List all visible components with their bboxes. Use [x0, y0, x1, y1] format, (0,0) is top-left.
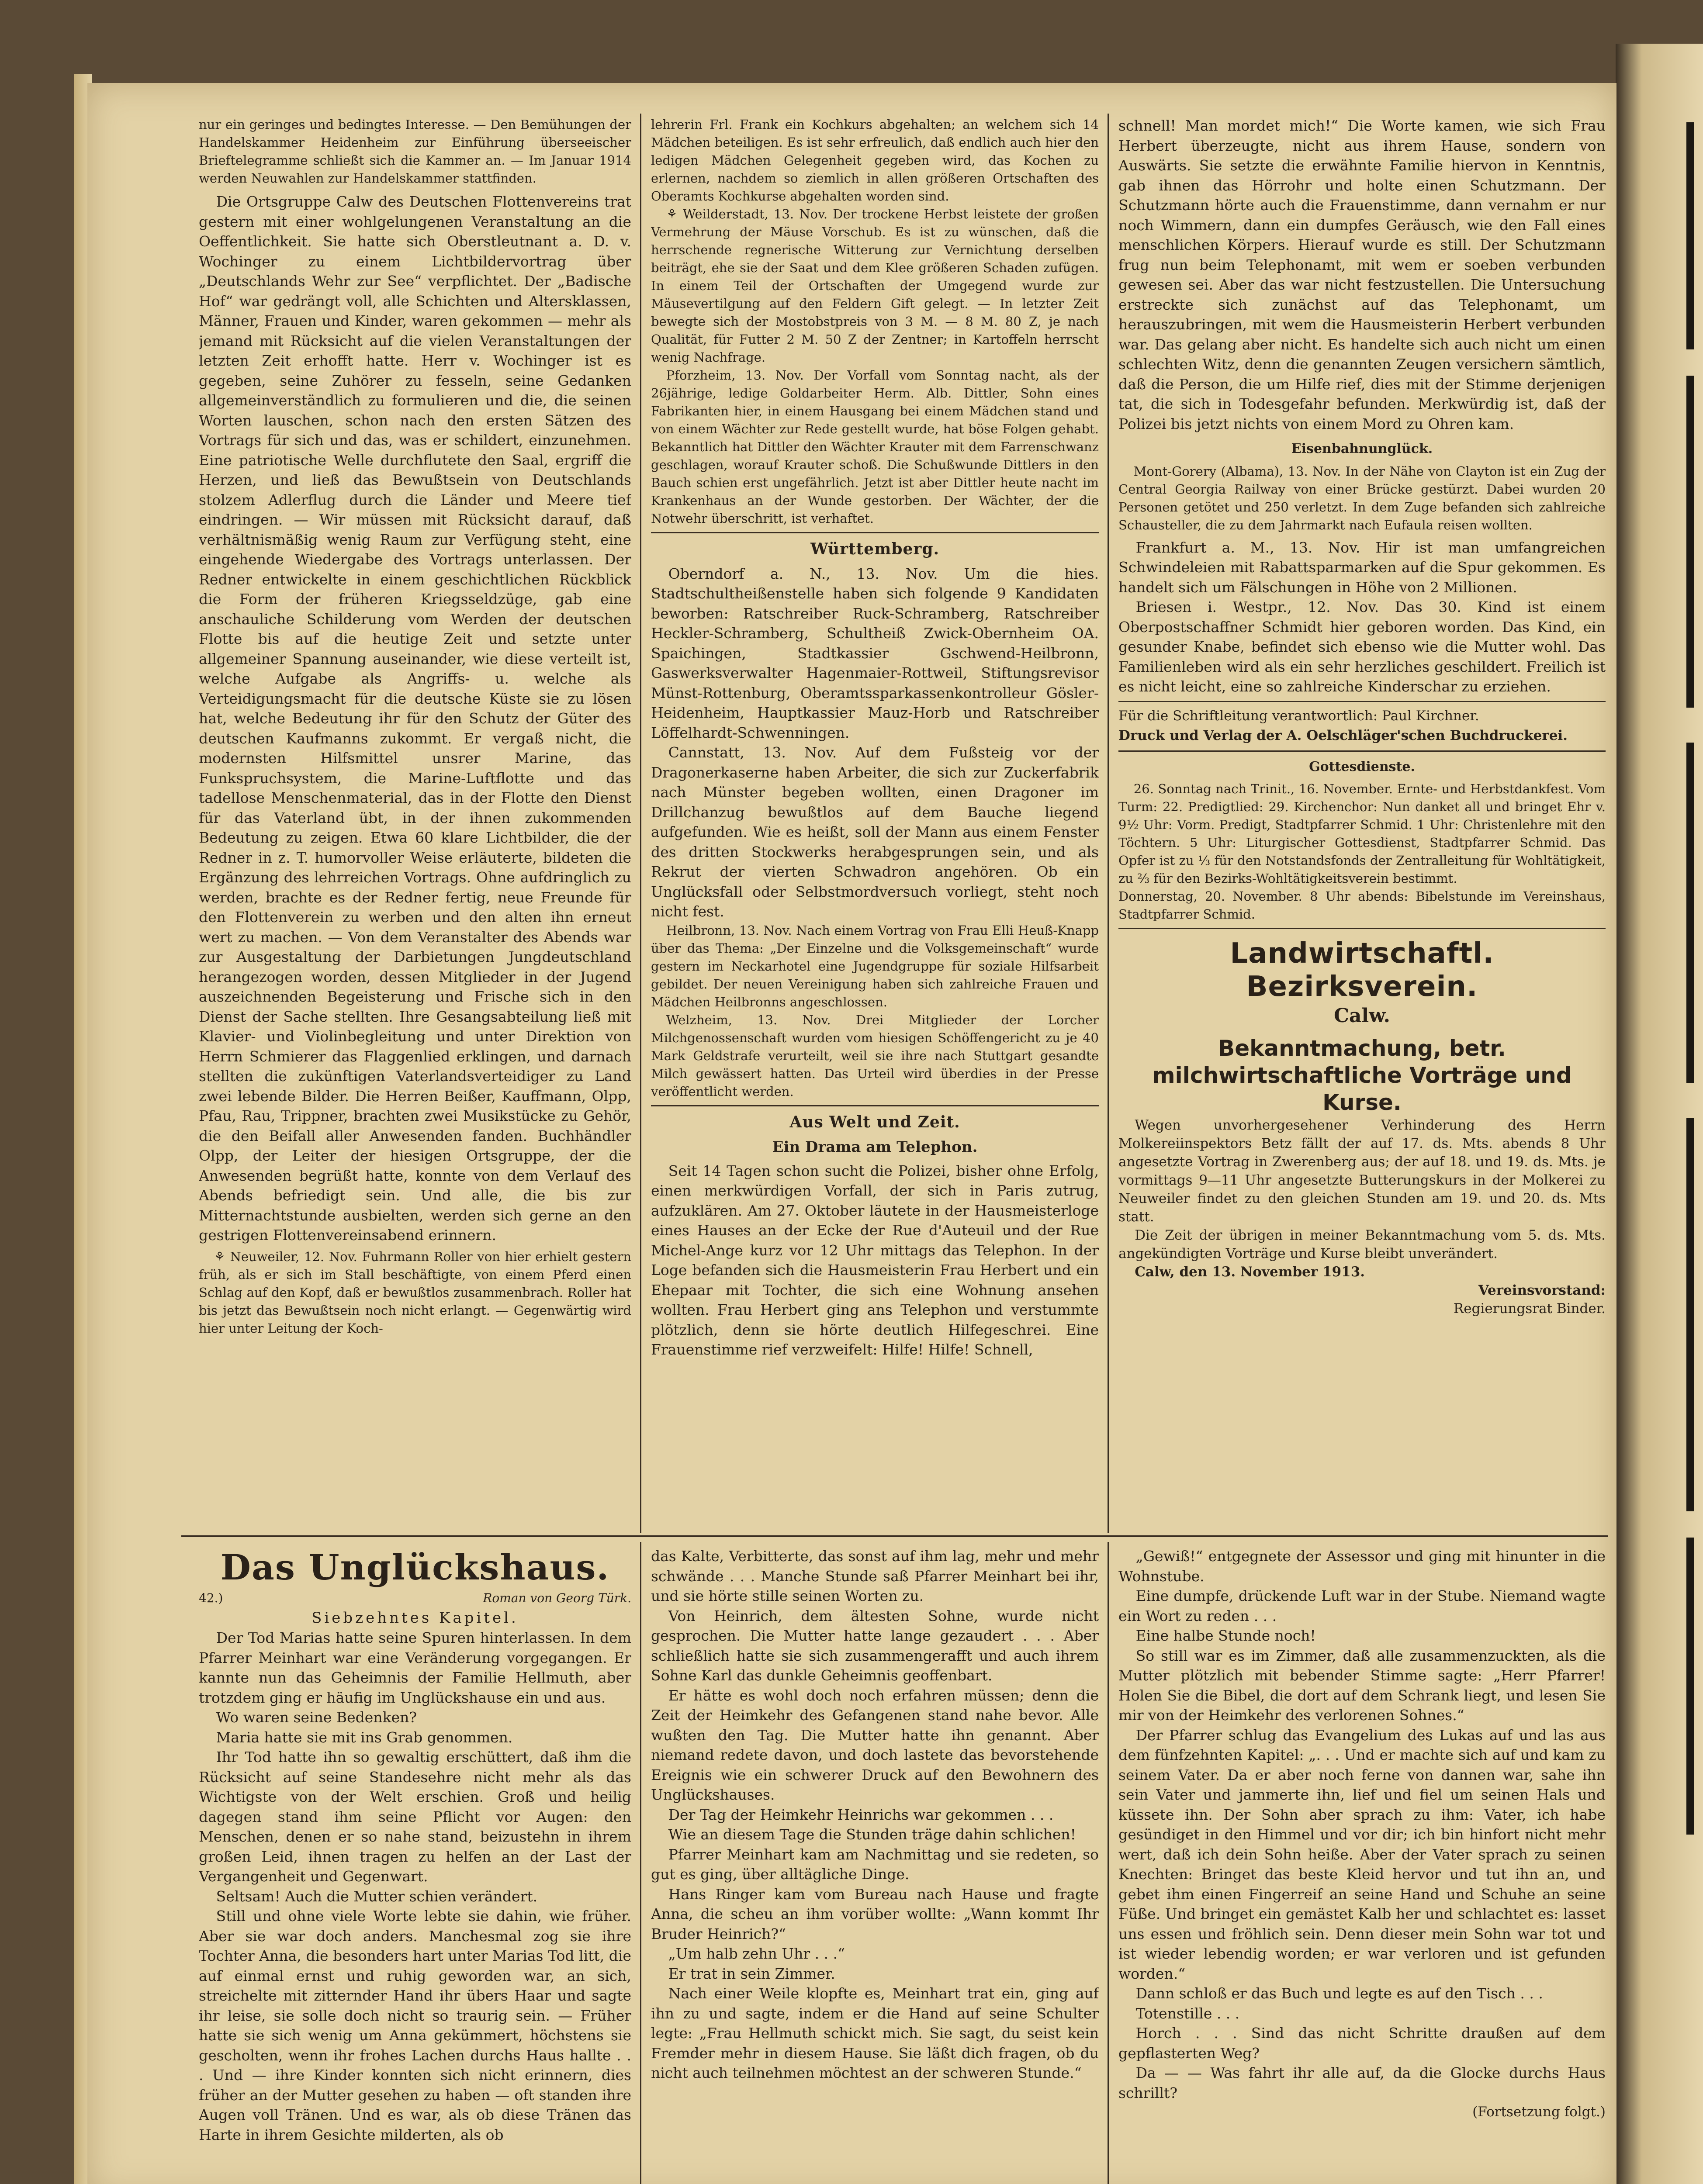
section-heading-aus-welt: Aus Welt und Zeit.: [789, 1113, 960, 1131]
article-kochkurs: lehrerin Frl. Frank ein Kochkurs abgehalten; an welchem sich 14 Mädchen beteiligen. Es ist sehr erfreulich, daß endlich auch hier den ledigen Mädchen Gelegenheit gegeben wird, das Kochen zu erlernen, nachdem so ziemlich in allen größeren Ortschaften des Oberamts Kochkurse abgehalten worden sind.: [651, 117, 1099, 204]
novel-paragraph: Von Heinrich, dem ältesten Sohne, wurde nicht gesprochen. Die Mutter hatte lange gezaudert . . . Aber schließlich hatte sie sich zusammengerafft und auch ihrem Sohne Karl das dunkle Geheimnis geoffenbart.: [651, 1607, 1099, 1684]
article-mont-gorery: Mont-Gorery (Albama), 13. Nov. In der Nähe von Clayton ist ein Zug der Central Georgia Railway von einer Brücke gestürzt. Dabei wurden 20 Personen getötet und 250 verletzt. In dem Zuge befanden sich zahlreiche Schausteller, die zu dem Jahrmarkt nach Eufaula reisen wollten.: [1118, 463, 1606, 532]
novel-paragraph: Eine dumpfe, drückende Luft war in der Stube. Niemand wagte ein Wort zu reden . . .: [1118, 1587, 1606, 1624]
ad-title: Landwirtschaftl. Bezirksverein.: [1230, 937, 1494, 1003]
novel-paragraph: Dann schloß er das Buch und legte es auf den Tisch . . .: [1135, 1985, 1543, 2002]
article-briesen: Briesen i. Westpr., 12. Nov. Das 30. Kind ist einem Oberpostschaffner Schmidt hier geboren worden. Das Kind, ein gesunder Knabe, befindet sich ebenso wie die Mutter wohl. Das Familienleben wird als ein sehr herzliches geschildert. Freilich ist es nicht leicht, eine so zahlreiche Kinderschar zu erziehen.: [1118, 598, 1606, 695]
bottom-column-1: [199, 1546, 631, 2184]
sliver-bar: [1686, 376, 1694, 708]
article-frankfurt: Frankfurt a. M., 13. Nov. Hir ist man umfangreichen Schwindeleien mit Rabattsparmarken auf die Spur gekommen. Es handelt sich um Fälschungen in Höhe von 2 Millionen.: [1118, 539, 1606, 596]
article-heading-drama: Ein Drama am Telephon.: [772, 1138, 978, 1156]
novel-paragraph: Er trat in sein Zimmer.: [668, 1965, 835, 1982]
novel-byline: Roman von Georg Türk.: [483, 1591, 631, 1605]
rule: [1118, 701, 1606, 702]
ad-body-1: Wegen unvorhergesehener Verhinderung des Herrn Molkereiinspektors Betz fällt der auf 17. ds. Mts. abends 8 Uhr angesetzte Vortrag in Zwerenberg aus; der auf 18. und 19. ds. Mts. je vormittags 9—11 Uhr angesetzte Butterungskurs in der Molkerei zu Neuweiler findet zu den gleichen Stunden am 19. und 20. ds. Mts statt.: [1118, 1117, 1606, 1225]
installment-number: 42.): [199, 1591, 223, 1605]
article-pforzheim: Pforzheim, 13. Nov. Der Vorfall vom Sonntag nacht, als der 26jährige, ledige Goldarbeiter Herm. Alb. Dittler, Sohn eines Fabrikanten hier, in einem Hausgang bei einem Mädchen stand und von einem Wächter zur Rede gestellt wurde, hat böse Folgen gehabt. Bekanntlich hat Dittler den Wächter Krauter mit dem Farrenschwanz geschlagen, worauf Krauter schoß. Die Schußwunde Dittlers in den Bauch schien erst ungefährlich. Jetzt ist aber Dittler heute nacht im Krankenhaus an der Wunde gestorben. Der Wächter, der die Notwehr überschritt, ist verhaftet.: [651, 368, 1099, 526]
bottom-column-3: [1118, 1546, 1606, 2184]
column-rule: [640, 1542, 641, 2184]
rule: [651, 1105, 1099, 1106]
column-rule: [1108, 1542, 1109, 2184]
article-drama-continued: schnell! Man mordet mich!“ Die Worte kamen, wie sich Frau Herbert überzeugte, nicht aus ihrem Hause, sondern von Auswärts. Sie setzte die erwähnte Familie hiervon in Kenntnis, gab ihnen das Hörrohr und holte einen Schutzmann. Der Schutzmann hörte auch die Frauenstimme, dann vernahm er nur noch Wimmern, dann ein dumpfes Geräusch, wie den Fall eines menschlichen Körpers. Hierauf wurde es still. Der Schutzmann frug nun beim Telephonamt, mit wem er soeben verbunden gewesen sei. Aber das war nicht festzustellen. Die Untersuchung erstreckte sich zunächst auf das Telephonamt, um herauszubringen, mit wem die Hausmeisterin Herbert verbunden war. Das gelang aber nicht. Es handelte sich auch nicht um einen schlechten Witz, denn die genannten Zeugen versichern sämtlich, daß die Person, die um Hilfe rief, dies mit der Stimme derjenigen tat, die sich in Todesgefahr befunden. Merkwürdig ist, daß der Polizei bis jetzt nichts von einem Mord zu Ohren kam.: [1118, 117, 1606, 432]
imprint-publisher: Druck und Verlag der A. Oelschläger'schen Buchdruckerei.: [1118, 728, 1568, 743]
novel-paragraph: „Um halb zehn Uhr . . .“: [668, 1945, 845, 1962]
chapter-heading: Siebzehntes Kapitel.: [312, 1609, 519, 1627]
top-column-1: [199, 116, 631, 1527]
newspaper-page: [87, 83, 1616, 2184]
imprint-editor: Für die Schriftleitung verantwortlich: Paul Kirchner.: [1118, 708, 1479, 724]
page-edge-right: [1616, 44, 1703, 2184]
article-flottenverein: Die Ortsgruppe Calw des Deutschen Flottenvereins trat gestern mit einer wohlgelungenen Veranstaltung an die Oeffentlichkeit. Sie hatte sich Oberstleutnant a. D. v. Wochinger zu einem Lichtbildervortrag über „Deutschlands Wehr zur See“ verpflichtet. Der „Badische Hof“ war gedrängt voll, alle Schichten und Altersklassen, Männer, Frauen und Kinder, waren gekommen — mehr als jemand mit Rücksicht auf die vielen Veranstaltungen der letzten Zeit erhofft hatte. Herr v. Wochinger ist es gegeben, seine Zuhörer zu fesseln, seine Gedanken allgemeinverständlich zu formulieren und die, die seinen Worten lauschen, schon nach den ersten Sätzen des Vortrags für sich und das, was er schildert, einzunehmen. Eine patriotische Welle durchflutete den Saal, ergriff die Herzen, und ließ das Bewußtsein von Deutschlands stolzem Adlerflug durch die Länder und Meere tief eindringen. — Wir müssen mit Rücksicht darauf, daß verhältnismäßig wenig Raum zur Verfügung steht, eine eingehende Wiedergabe des Vortrags unterlassen. Der Redner entwickelte in einem geschichtlichen Rückblick die Form der früheren Kriegsseldzüge, gab eine anschauliche Schilderung vom Werden der deutschen Flotte bis auf die heutige Zeit und setzte unter allgemeiner Spannung auseinander, wie diese verteilt ist, welche Aufgabe als Angriffs- u. welche als Verteidigungsmacht für die deutsche Küste sie zu lösen hat, welche Bedeutung ihr für den Schutz der Güter des deutschen Kaufmanns zukommt. Er vergaß nicht, die modernsten Hilfsmittel unsrer Marine, das Funkspruchsystem, die Marine-Luftflotte und das tadellose Menschenmaterial, das in der Flotte den Dienst für das Vaterland übt, in der ihnen zukommenden Bedeutung zu zeigen. Etwa 60 klare Lichtbilder, die der Redner in z. T. humorvoller Weise erläuterte, bildeten die Ergänzung des lehrreichen Vortrags. Ohne aufdringlich zu werden, brachte es der Redner fertig, neue Freunde für den Flottenverein zu werben und den alten ihn erneut wert zu machen. — Von dem Veranstalter des Abends war zur Ausgestaltung der Darbietungen Jungdeutschland herangezogen worden, dessen Mitglieder in der Jugend auszeichnenden Begeisterung und Frische sich in den Dienst der Sache stellten. Ihre Gesangsabteilung ließ mit Klavier- und Violinbegleitung und unter Direktion von Herrn Schmierer das Flaggenlied erklingen, und darnach stellten die zukünftigen Vaterlandsverteidiger zu Land zwei lebende Bilder. Die Herren Beißer, Kauffmann, Olpp, Pfau, Rau, Trippner, brachten zwei Musikstücke zu Gehör, die den Beifall aller Anwesenden fanden. Buchhändler Olpp, der Leiter der hiesigen Ortsgruppe, der die Anwesenden begrüßt hatte, konnte von dem Verlauf des Abends befriedigt sein. Und alle, die bis zur Mitternachtstunde ausbielten, werden sich gerne an den gestrigen Flottenvereinsabend erinnern.: [199, 193, 631, 1244]
novel-paragraph: Nach einer Weile klopfte es, Meinhart trat ein, ging auf ihn zu und sagte, indem er die Hand auf seine Schulter legte: „Frau Hellmuth schickt mich. Sie sagt, du seist kein Fremder mehr in diesem Hause. Sie läßt dich fragen, ob du nicht auch teilnehmen möchtest an der schweren Stunde.“: [651, 1985, 1099, 2081]
ad-body-2: Die Zeit der übrigen in meiner Bekanntmachung vom 5. ds. Mts. angekündigten Vorträge und Kurse bleibt unverändert.: [1118, 1227, 1606, 1261]
top-column-2: [651, 116, 1099, 1527]
bottom-column-2: [651, 1546, 1099, 2184]
article-welzheim: Welzheim, 13. Nov. Drei Mitglieder der Lorcher Milchgenossenschaft wurden vom hiesigen Schöffengericht zu je 40 Mark Geldstrafe verurteilt, weil sie ihre nach Stuttgart gesandte Milch gewässert hatten. Das Urteil wird überdies in der Presse veröffentlicht werden.: [651, 1012, 1099, 1099]
article-heading-eisenbahn: Eisenbahnunglück.: [1291, 441, 1433, 456]
novel-paragraph: Totenstille . . .: [1135, 2004, 1240, 2022]
novel-paragraph: Der Tag der Heimkehr Heinrichs war gekommen . . .: [668, 1806, 1054, 1823]
article-weilderstadt: ⚘ Weilderstadt, 13. Nov. Der trockene Herbst leistete der großen Vermehrung der Mäuse Vorschub. Es ist zu wünschen, daß die herrschende regnerische Witterung zur Vernichtung derselben beiträgt, ehe sie der Saat und dem Klee größeren Schaden zufügen. In einem Teil der Ortschaften der Umgegend wurde zur Mäusevertilgung auf den Feldern Gift gelegt. — In letzter Zeit bewegte sich der Mostobstpreis von 3 M. — 8 M. 80 Z, je nach Qualität, für Futter 2 M. 50 Z der Zentner; in Kartoffeln herrscht wenig Nachfrage.: [651, 207, 1099, 365]
article-oberndorf: Oberndorf a. N., 13. Nov. Um die hies. Stadtschultheißenstelle haben sich folgende 9 Kandidaten beworben: Ratschreiber Ruck-Schramberg, Ratschreiber Heckler-Schramberg, Schultheiß Zwick-Obernheim OA. Spaichingen, Stadtkassier Gschwend-Heilbronn, Gaswerksverwalter Hagenmaier-Rottweil, Stiftungsrevisor Münst-Rottenburg, Oberamtssparkassenkontrolleur Gösler-Heidenheim, Hauptkassier Mauz-Horb und Ratschreiber Löffelhardt-Schwenningen.: [651, 565, 1099, 741]
novel-paragraph: Der Tod Marias hatte seine Spuren hinterlassen. In dem Pfarrer Meinhart war eine Veränderung vorgegangen. Er kannte nun das Geheimnis der Familie Hellmuth, aber trotzdem ging er häufig im Unglückshause ein und aus.: [199, 1629, 631, 1706]
column-rule: [1108, 114, 1109, 1533]
novel-paragraph: Seltsam! Auch die Mutter schien verändert.: [216, 1887, 538, 1905]
novel-paragraph: Eine halbe Stunde noch!: [1135, 1627, 1316, 1644]
novel-paragraph: Er hätte es wohl doch noch erfahren müssen; denn die Zeit der Heimkehr des Gefangenen stand nahe bevor. Alle wußten den Tag. Die Mutter hatte ihn genannt. Aber niemand redete davon, und doch lastete das bevorstehende Ereignis wie ein schwerer Druck auf den Bewohnern des Unglückshauses.: [651, 1686, 1099, 1803]
ad-sign-title: Vereinsvorstand:: [1478, 1282, 1606, 1298]
sliver-bar: [1686, 1538, 1694, 1835]
column-rule: [640, 114, 641, 1533]
article-drama-telephon: Seit 14 Tagen schon sucht die Polizei, bisher ohne Erfolg, einen merkwürdigen Vorfall, der sich in Paris zutrug, aufzuklären. Am 27. Oktober läutete in der Hausmeisterloge eines Hauses an der Ecke der Rue d'Auteuil und der Rue Michel-Ange kurz vor 12 Uhr mittags das Telephon. In der Loge befanden sich die Hausmeisterin Frau Herbert und ein Ehepaar mit Tochter, die sich eine Wohnung ansehen wollten. Frau Herbert ging ans Telephon und verstummte plötzlich, denn sie hörte deutlich Hilfegeschrei. Eine Frauenstimme rief verzweifelt: Hilfe! Hilfe! Schnell,: [651, 1162, 1099, 1358]
top-column-3: [1118, 116, 1606, 1527]
novel-paragraph: Da — — Was fahrt ihr alle auf, da die Glocke durchs Haus schrillt?: [1118, 2064, 1606, 2101]
section-heading-wuerttemberg: Württemberg.: [810, 540, 940, 558]
ad-heading-1: Bekanntmachung, betr.: [1218, 1036, 1506, 1061]
gottesdienst-donnerstag: Donnerstag, 20. November. 8 Uhr abends: Bibelstunde im Vereinshaus, Stadtpfarrer Schmid.: [1118, 889, 1606, 922]
ad-sign-name: Regierungsrat Binder.: [1453, 1301, 1606, 1317]
novel-paragraph: Pfarrer Meinhart kam am Nachmittag und sie redeten, so gut es ging, über alltägliche Dinge.: [651, 1845, 1099, 1883]
section-rule: [181, 1535, 1608, 1537]
novel-paragraph: Ihr Tod hatte ihn so gewaltig erschüttert, daß ihm die Rücksicht auf seine Standesehre nicht mehr als das Wichtigste von der Welt erschien. Groß und heilig dagegen stand ihm seine Pflicht vor Augen: den Menschen, denen er so nahe stand, beizustehn in ihrem großen Leid, ihnen tragen zu helfen an der Last der Vergangenheit und Gegenwart.: [199, 1749, 631, 1885]
sliver-bar: [1686, 122, 1694, 349]
rule: [1118, 750, 1606, 752]
heading-gottesdienste: Gottesdienste.: [1309, 759, 1415, 774]
ad-place: Calw.: [1333, 1005, 1390, 1027]
article-neuweiler: ⚘ Neuweiler, 12. Nov. Fuhrmann Roller von hier erhielt gestern früh, als er sich im Stall beschäftigte, von einem Pferd einen Schlag auf den Kopf, daß er bewußtlos zusammenbrach. Roller hat bis jetzt das Bewußtsein noch nicht erlangt. — Gegenwärtig wird hier unter Leitung der Koch-: [199, 1249, 631, 1336]
novel-paragraph: „Gewiß!“ entgegnete der Assessor und ging mit hinunter in die Wohnstube.: [1118, 1548, 1606, 1585]
novel-paragraph: Wie an diesem Tage die Stunden träge dahin schlichen!: [668, 1826, 1076, 1843]
novel-title: Das Unglückshaus.: [220, 1547, 610, 1588]
article-handelskammer: nur ein geringes und bedingtes Interesse. — Den Bemühungen der Handelskammer Heidenheim zur Einführung überseeischer Brieftelegramme schließt sich die Kammer an. — Im Januar 1914 werden Neuwahlen zur Handelskammer stattfinden.: [199, 117, 631, 186]
advertisement-bezirksverein: [1118, 937, 1606, 1318]
ad-heading-2: milchwirtschaftliche Vorträge und Kurse.: [1152, 1063, 1572, 1115]
novel-paragraph: Horch . . . Sind das nicht Schritte draußen auf dem gepflasterten Weg?: [1118, 2025, 1606, 2062]
rule: [651, 532, 1099, 533]
novel-paragraph: Maria hatte sie mit ins Grab genommen.: [216, 1728, 513, 1746]
gottesdienst-sonntag: 26. Sonntag nach Trinit., 16. November. Ernte- und Herbstdankfest. Vom Turm: 22. Predigtlied: 29. Kirchenchor: Nun danket all und bringet Ehr v. 9½ Uhr: Vorm. Predigt, Stadtpfarrer Schmid. 1 Uhr: Christenlehre mit den Töchtern. 5 Uhr: Liturgischer Gottesdienst, Stadtpfarrer Schmid. Das Opfer ist zu ⅓ für den Notstandsfonds der Zentralleitung für Wohltätigkeit, zu ⅔ für den Bezirks-Wohltätigkeitsverein bestimmt.: [1118, 781, 1606, 886]
novel-paragraph: Wo waren seine Bedenken?: [216, 1709, 417, 1726]
ad-date: Calw, den 13. November 1913.: [1135, 1264, 1365, 1280]
article-heilbronn: Heilbronn, 13. Nov. Nach einem Vortrag von Frau Elli Heuß-Knapp über das Thema: „Der Einzelne und die Volksgemeinschaft“ wurde gestern im Neckarhotel eine Jugendgruppe für soziale Hilfsarbeit gebildet. Der neuen Vereinigung haben sich zahlreiche Frauen und Mädchen Heilbronns angeschlossen.: [651, 923, 1099, 1009]
article-cannstatt: Cannstatt, 13. Nov. Auf dem Fußsteig vor der Dragonerkaserne haben Arbeiter, die sich zur Zuckerfabrik nach Münster begeben wollten, einen Dragoner im Drillchanzug bewußtlos auf dem Bauche liegend aufgefunden. Wie es heißt, soll der Mann aus einem Fenster des dritten Stockwerks herabgesprungen sein, und als Rekrut der vierten Schwadron angehören. Ob ein Unglücksfall oder Selbstmordversuch vorliegt, steht noch nicht fest.: [651, 744, 1099, 920]
novel-paragraph: Der Pfarrer schlug das Evangelium des Lukas auf und las aus dem fünfzehnten Kapitel: „. . . Und er machte sich auf und kam zu seinem Vater. Da er aber noch ferne von dannen war, sahe ihn sein Vater und jammerte ihn, lief und fiel um seinen Hals und küssete ihn. Der Sohn aber sprach zu ihm: Vater, ich habe gesündiget in den Himmel und vor dir; ich bin hinfort nicht mehr wert, daß ich dein Sohn heiße. Aber der Vater sprach zu seinen Knechten: Bringet das beste Kleid hervor und tut ihn an, und gebet ihm einen Fingerreif an seine Hand und Schuhe an seine Füße. Und bringet ein gemästet Kalb her und schlachtet es: lasset uns essen und fröhlich sein. Denn dieser mein Sohn war tot und ist wieder lebendig worden; er war verloren und ist gefunden worden.“: [1118, 1726, 1606, 1982]
novel-paragraph: das Kalte, Verbitterte, das sonst auf ihm lag, mehr und mehr schwände . . . Manche Stunde saß Pfarrer Meinhart bei ihr, und sie hörte stille seinen Worten zu.: [651, 1548, 1099, 1604]
continuation-note: (Fortsetzung folgt.): [1472, 2104, 1606, 2120]
novel-paragraph: Still und ohne viele Worte lebte sie dahin, wie früher. Aber sie war doch anders. Manchesmal zog sie ihre Tochter Anna, die besonders hart unter Marias Tod litt, die auf einmal ernst und ruhig geworden war, an sich, streichelte mit zitternder Hand ihr übers Haar und sagte ihr leise, sie solle doch nicht so traurig sein. — Früher hatte sie sich wenig um Anna gekümmert, höchstens sie gescholten, wenn ihr frohes Lachen durchs Haus hallte . . . Und — ihre Kinder konnten sich nicht erinnern, dies früher an der Mutter gesehen zu haben — oft standen ihre Augen voll Tränen. Und es war, als ob diese Tränen das Harte in ihrem Gesichte milderten, als ob: [199, 1908, 631, 2143]
novel-paragraph: So still war es im Zimmer, daß alle zusammenzuckten, als die Mutter plötzlich mit bebender Stimme sagte: „Herr Pfarrer! Holen Sie die Bibel, die dort auf dem Schrank liegt, und lesen Sie mir von der Heimkehr des verlorenen Sohnes.“: [1118, 1647, 1606, 1724]
rule: [1118, 928, 1606, 929]
novel-paragraph: Hans Ringer kam vom Bureau nach Hause und fragte Anna, die scheu an ihm vorüber wollte: „Wann kommt Ihr Bruder Heinrich?“: [651, 1885, 1099, 1942]
sliver-bar: [1686, 1118, 1694, 1511]
sliver-bar: [1686, 743, 1694, 1083]
